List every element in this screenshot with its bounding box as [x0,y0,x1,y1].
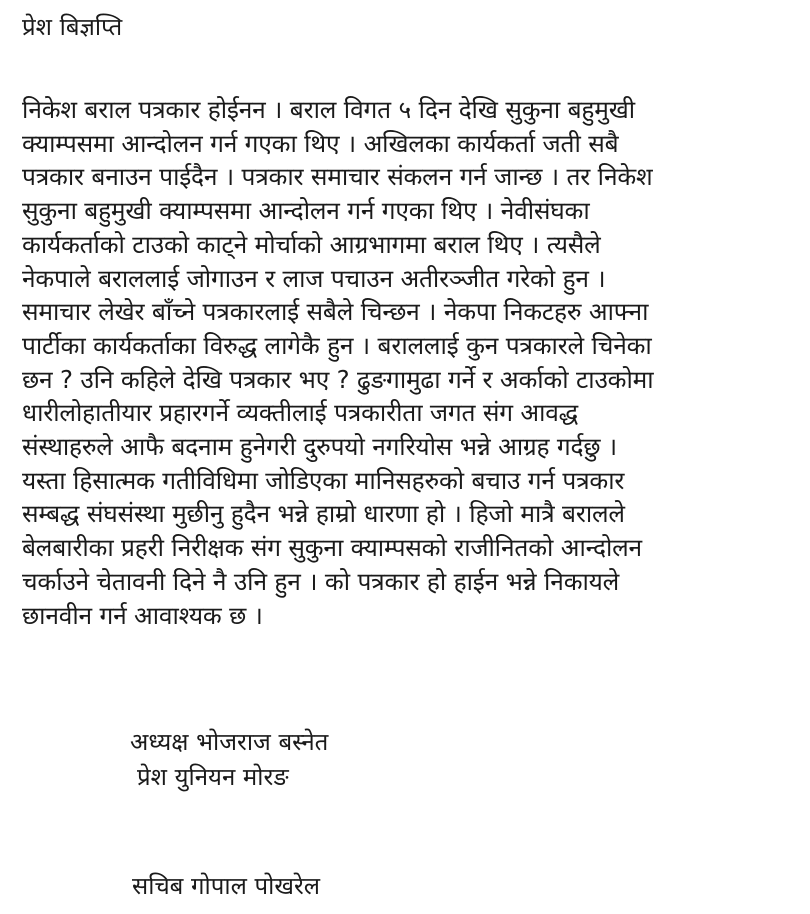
body-line: निकेश बराल पत्रकार होईनन । बराल विगत ५ दिन देखि सुकुना बहुमुखी [22,95,635,124]
document-title: प्रेश बिज्ञप्ति [22,13,123,41]
signature-organization: प्रेश युनियन मोरङ [137,763,289,791]
body-line: क्याम्पसमा आन्दोलन गर्न गएका थिए । अखिलका कार्यकर्ता जती सबै [22,128,619,158]
body-line: पार्टीका कार्यकर्ताका विरुद्ध लागेकै हुन । बराललाई कुन पत्रकारले चिनेका [22,330,652,360]
body-line: संस्थाहरुले आफै बदनाम हुनेगरी दुरुपयो नगरियोस भन्ने आग्रह गर्दछु । [22,432,617,462]
body-line: कार्यकर्ताको टाउको काट्ने मोर्चाको आग्रभागमा बराल थिए । त्यसैले [22,229,601,259]
document-body [22,93,802,632]
body-line: चर्काउने चेतावनी दिने नै उनि हुन । को पत्रकार हो हाईन भन्ने निकायले [22,566,620,596]
body-line: बेलबारीका प्रहरी निरीक्षक संग सुकुना क्याम्पसको राजीनितको आन्दोलन [22,533,642,563]
signature-president: अध्यक्ष भोजराज बस्नेत [130,728,329,756]
signature-secretary: सचिब गोपाल पोखरेल [132,872,321,900]
body-line: धारीलोहातीयार प्रहारगर्ने व्यक्तीलाई पत्रकारीता जगत संग आवद्ध [22,398,579,428]
body-line: पत्रकार बनाउन पाईदैन । पत्रकार समाचार संकलन गर्न जान्छ । तर निकेश [22,162,653,192]
body-line: सम्बद्ध संघसंस्था मुछीनु हुदैन भन्ने हाम्रो धारणा हो । हिजो मात्रै बरालले [22,499,625,529]
body-line: नेकपाले बराललाई जोगाउन र लाज पचाउन अतीरञ्जीत गरेको हुन । [22,263,606,293]
body-line: छानवीन गर्न आवाश्यक छ । [22,600,263,630]
body-line: सुकुना बहुमुखी क्याम्पसमा आन्दोलन गर्न गएका थिए । नेवीसंघका [22,196,590,226]
body-line: यस्ता हिसात्मक गतीविधिमा जोडिएका मानिसहरुको बचाउ गर्न पत्रकार [22,465,625,495]
body-line: समाचार लेखेर बाँच्ने पत्रकारलाई सबैले चिन्छन । नेकपा निकटहरु आफ्ना [22,297,649,327]
body-line: छन ? उनि कहिले देखि पत्रकार भए ? ढुङगामुढा गर्ने र अर्काको टाउकोमा [22,364,654,394]
